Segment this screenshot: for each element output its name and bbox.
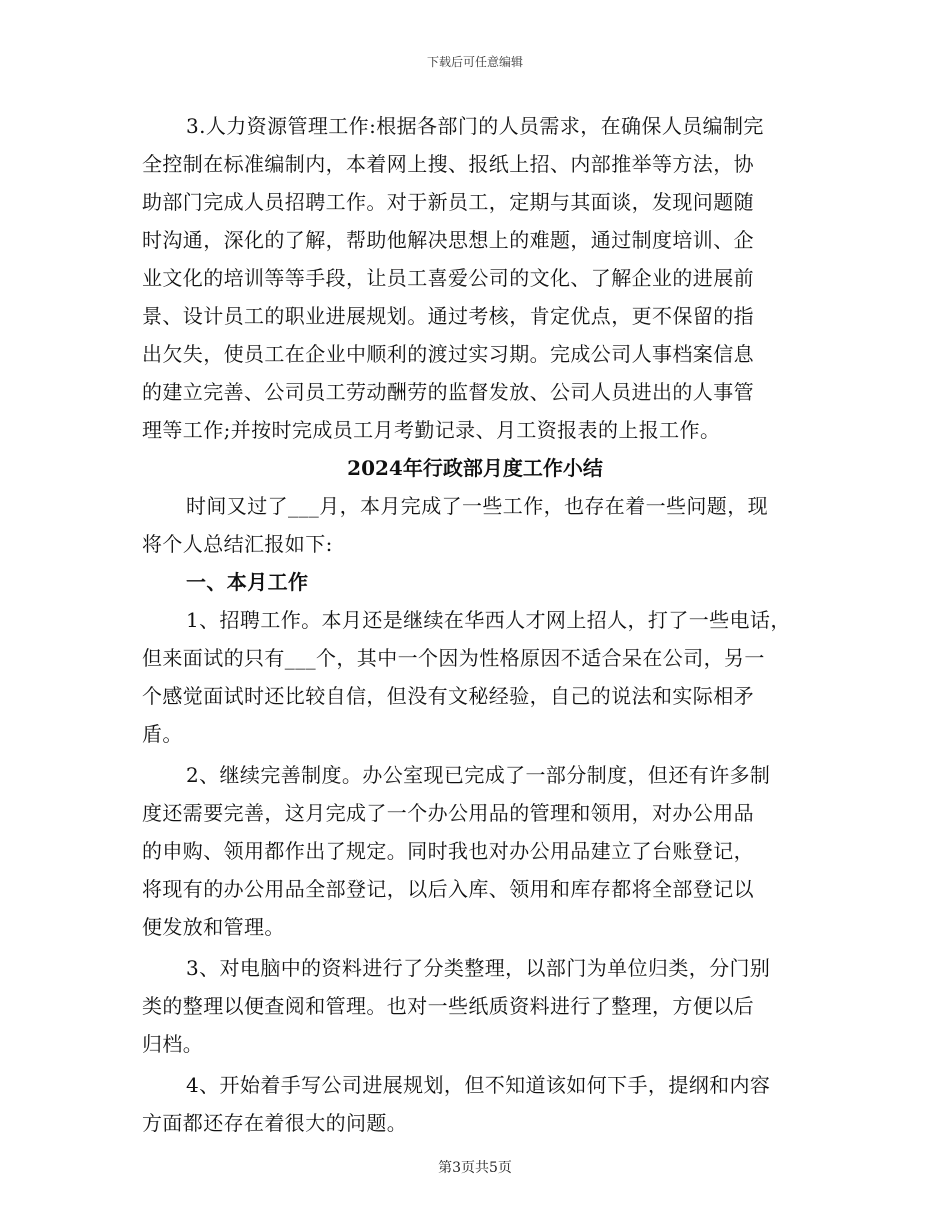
paragraph-line: 助部门完成人员招聘工作。对于新员工，定期与其面谈，发现问题随 [142,190,754,214]
paragraph-line: 将个人总结汇报如下: [142,532,333,556]
subsection-heading: 一、本月工作 [186,570,309,594]
paragraph-line: 个感觉面试时还比较自信，但没有文秘经验，自己的说法和实际相矛 [142,684,754,708]
paragraph-line: 景、设计员工的职业进展规划。通过考核，肯定优点，更不保留的指 [142,304,754,328]
paragraph-line: 全控制在标准编制内，本着网上搜、报纸上招、内部推举等方法，协 [142,152,754,176]
page-number: 第3页共5页 [438,1160,512,1176]
paragraph-line: 类的整理以便查阅和管理。也对一些纸质资料进行了整理，方便以后 [142,994,754,1018]
paragraph-line: 便发放和管理。 [142,915,285,939]
paragraph-line: 业文化的培训等等手段，让员工喜爱公司的文化、了解企业的进展前 [142,266,754,290]
paragraph-line: 盾。 [142,722,183,746]
paragraph-line: 方面都还存在着很大的问题。 [142,1111,408,1135]
paragraph-line: 3.人力资源管理工作:根据各部门的人员需求，在确保人员编制完 [186,114,764,138]
paragraph-line: 的申购、领用都作出了规定。同时我也对办公用品建立了台账登记， [142,839,754,863]
paragraph-line: 3、对电脑中的资料进行了分类整理，以部门为单位归类，分门别 [186,956,771,980]
paragraph-line: 4、开始着手写公司进展规划，但不知道该如何下手，提纲和内容 [186,1073,771,1097]
page-header-note: 下载后可任意编辑 [426,55,523,69]
paragraph-line: 时间又过了___月，本月完成了一些工作，也存在着一些问题，现 [186,494,768,518]
paragraph-line: 时沟通，深化的了解，帮助他解决思想上的难题，通过制度培训、企 [142,228,754,252]
paragraph-line: 2、继续完善制度。办公室现已完成了一部分制度，但还有许多制 [186,763,771,787]
paragraph-line: 但来面试的只有___个，其中一个因为性格原因不适合呆在公司，另一 [142,646,765,670]
paragraph-line: 将现有的办公用品全部登记，以后入库、领用和库存都将全部登记以 [142,877,754,901]
paragraph-line: 1、招聘工作。本月还是继续在华西人才网上招人，打了一些电话， [186,608,791,632]
paragraph-line: 归档。 [142,1032,204,1056]
section-title: 2024年行政部月度工作小结 [347,456,603,480]
paragraph-line: 理等工作;并按时完成员工月考勤记录、月工资报表的上报工作。 [142,418,721,442]
paragraph-line: 出欠失，使员工在企业中顺利的渡过实习期。完成公司人事档案信息 [142,342,754,366]
paragraph-line: 度还需要完善，这月完成了一个办公用品的管理和领用，对办公用品 [142,801,754,825]
paragraph-line: 的建立完善、公司员工劳动酬劳的监督发放、公司人员进出的人事管 [142,380,754,404]
